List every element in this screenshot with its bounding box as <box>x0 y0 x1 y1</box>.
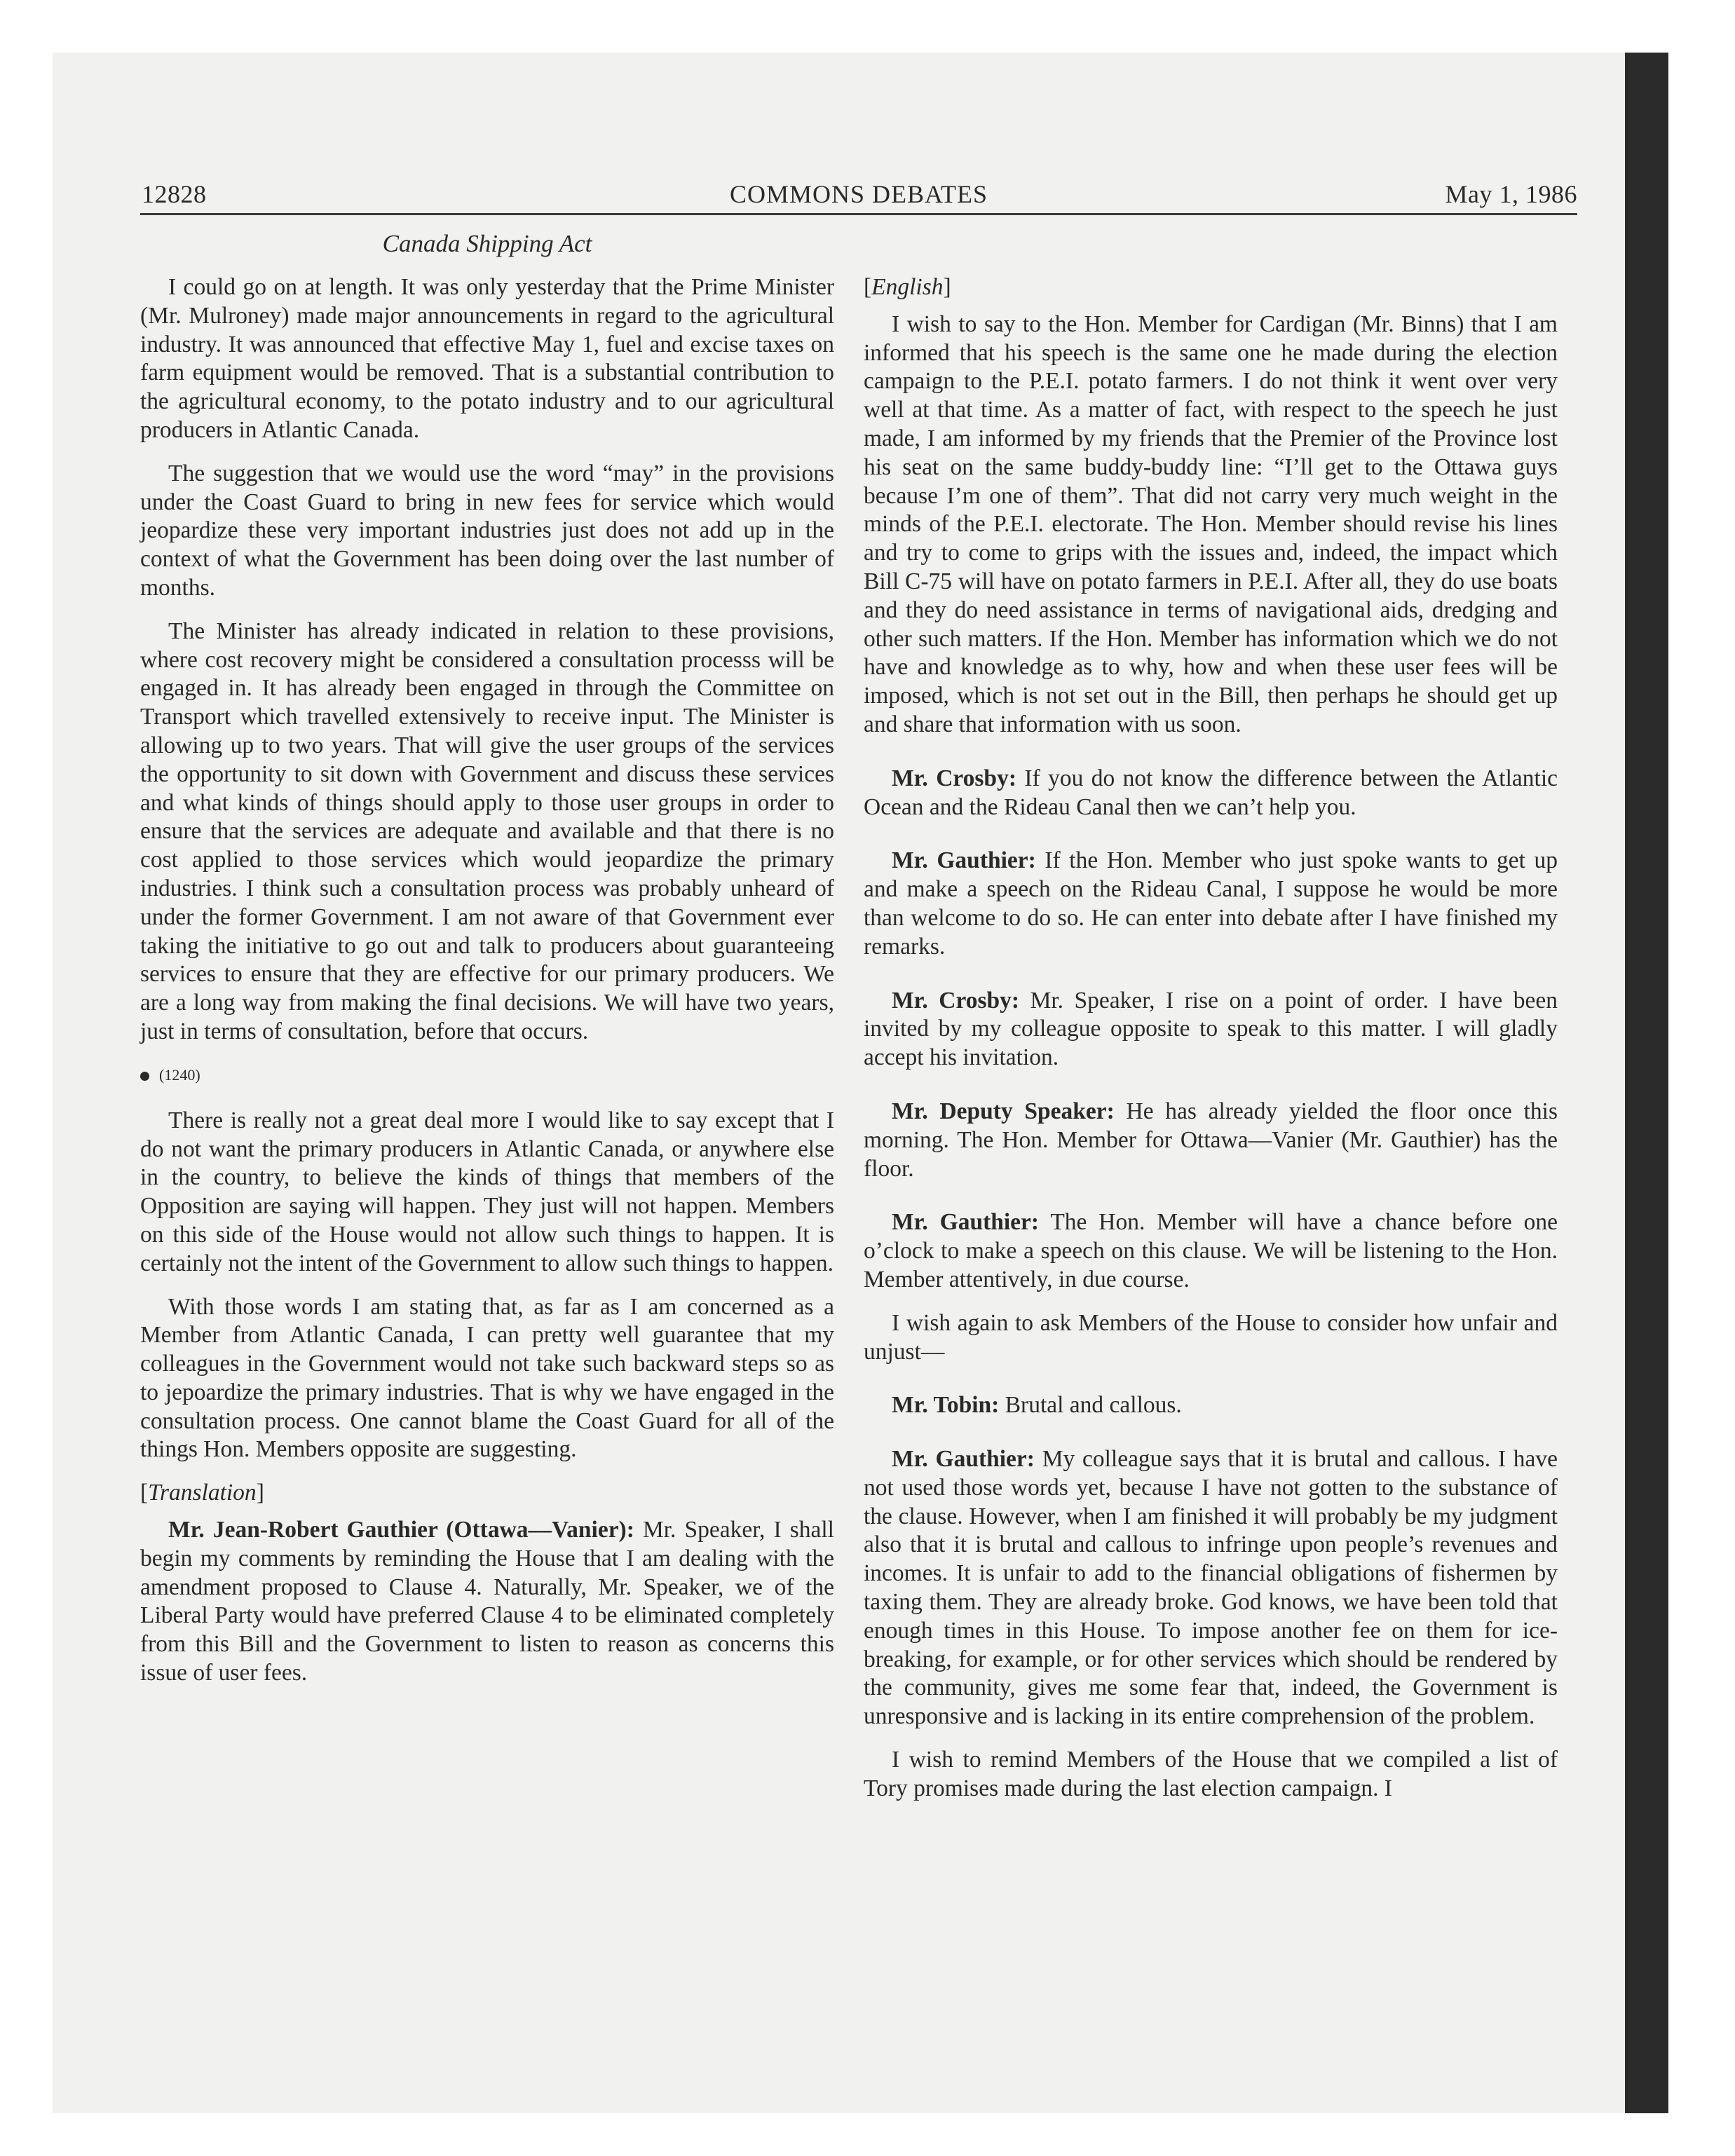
issue-date: May 1, 1986 <box>1445 180 1577 208</box>
speech-paragraph <box>864 987 1558 1072</box>
language-tag-label: English <box>871 274 944 300</box>
language-tag-label: Translation <box>148 1480 257 1506</box>
speech-text: Brutal and callous. <box>999 1392 1182 1419</box>
scan-edge-shadow <box>1625 53 1668 2113</box>
speech-text: The Hon. Member will have a chance before one o’clock to make a speech on this clause. We will be listening to the Hon. Member attentively, in due course. <box>864 1209 1558 1292</box>
page-number: 12828 <box>142 180 207 208</box>
speaker-name: Mr. Deputy Speaker: <box>892 1098 1115 1124</box>
paragraph: I wish to say to the Hon. Member for Cardigan (Mr. Binns) that I am informed that his speech is the same one he made during the election campaign to the P.E.I. potato farmers. I do not think it went over very well at that time. As a matter of fact, with respect to the speech he just made, I am informed by my friends that the Premier of the Province lost his seat on the same buddy-buddy line: “I’ll get to the Ottawa guys because I’m one of them”. That did not carry very much weight in the minds of the P.E.I. electorate. The Hon. Member should revise his lines and try to come to grips with the issues and, indeed, the impact which Bill C-75 will have on potato farmers in P.E.I. After all, they do use boats and they do need assistance in terms of navigational aids, dredging and other such matters. If the Hon. Member has information which we do not have and knowledge as to why, how and when these user fees will be imposed, which is not set out in the Bill, then perhaps he should get up and share that information with us soon. <box>864 311 1558 737</box>
speaker-name: Mr. Crosby: <box>892 765 1016 791</box>
speaker-name: Mr. Gauthier: <box>892 1446 1035 1473</box>
paragraph: With those words I am stating that, as far as I am concerned as a Member from Atlantic Canada, I can pretty well guarantee that my colleagues in the Government would not take such backward steps so as to jepoardize the primary industries. That is why we have engaged in the consultation process. One cannot blame the Coast Guard for all of the things Hon. Members opposite are suggesting. <box>140 1293 834 1463</box>
bullet-icon <box>140 1072 149 1081</box>
speaker-name: Mr. Tobin: <box>892 1392 1000 1419</box>
language-tag: [English] <box>864 274 951 300</box>
publication-title: COMMONS DEBATES <box>729 180 988 208</box>
page-header <box>140 177 1577 215</box>
speaker-name: Mr. Gauthier: <box>892 847 1036 874</box>
speech-text: Mr. Speaker, I shall begin my comments by reminding the House that I am dealing with the amendment proposed to Clause 4. Naturally, Mr. Speaker, we of the Liberal Party would have preferred Clause 4 to be eliminated completely from this Bill and the Government to listen to reason as concerns this issue of user fees. <box>140 1517 834 1686</box>
left-column <box>140 273 834 1703</box>
paragraph: The suggestion that we would use the word “may” in the provisions under the Coast Guard to bring in new fees for service which would jeopardize these very important industries just does not add up in the context of what the Government has been doing over the last number of months. <box>140 460 834 601</box>
paragraph: I wish to remind Members of the House that we compiled a list of Tory promises made during the last election campaign. I <box>864 1747 1558 1801</box>
language-tag: [Translation] <box>140 1480 264 1506</box>
paragraph: The Minister has already indicated in relation to these provisions, where cost recovery might be considered a consultation processs will be engaged in. It has already been engaged in through the Committee on Transport which travelled extensively to receive input. The Minister is allowing up to two years. That will give the user groups of the services the opportunity to sit down with Government and discuss these services and what kinds of things should apply to those user groups in order to ensure that the services are adequate and available and that there is no cost applied to those services which would jeopardize the primary industries. I think such a consultation process was probably unheard of under the former Government. I am not aware of that Government ever taking the initiative to go out and talk to producers about guaranteeing services to ensure that they are effective for our primary producers. We are a long way from making the final decisions. We will have two years, just in terms of consultation, before that occurs. <box>140 618 834 1044</box>
speaker-name: Mr. Crosby: <box>892 987 1020 1014</box>
right-column <box>864 273 1558 1818</box>
speech-paragraph <box>140 1516 834 1688</box>
speech-text: My colleague says that it is brutal and callous. I have not used those words yet, because I have not gotten to the substance of the clause. However, when I am finished it will probably be my judgment also that it is brutal and callous to infringe upon people’s revenues and incomes. It is unfair to add to the financial obligations of fishermen by taxing them. They are already broke. God knows, we have been told that enough times in this House. To impose another fee on them for ice-breaking, for example, or for other services which should be rendered by the community, gives me some fear that, indeed, the Government is unresponsive and is lacking in its entire comprehension of the problem. <box>864 1446 1558 1730</box>
running-head: Canada Shipping Act <box>382 230 592 257</box>
speech-paragraph <box>864 847 1558 961</box>
time-marker-label: (1240) <box>159 1065 200 1084</box>
speech-paragraph <box>864 1391 1558 1420</box>
paragraph: I could go on at length. It was only yesterday that the Prime Minister (Mr. Mulroney) made major announcements in regard to the agricultural industry. It was announced that effective May 1, fuel and excise taxes on farm equipment would be removed. That is a substantial contribution to the agricultural economy, to the potato industry and to our agricultural producers in Atlantic Canada. <box>140 274 834 443</box>
time-marker <box>140 1065 834 1086</box>
speech-paragraph <box>864 1098 1558 1183</box>
speaker-name: Mr. Jean-Robert Gauthier (Ottawa—Vanier): <box>168 1517 634 1543</box>
speech-text: He has already yielded the floor once this morning. The Hon. Member for Ottawa—Vanier (Mr. Gauthier) has the floor. <box>864 1098 1558 1182</box>
speech-text: Mr. Speaker, I rise on a point of order. I have been invited by my colleague opposite to speak to this matter. I will gladly accept his invitation. <box>864 987 1558 1071</box>
paragraph: There is really not a great deal more I would like to say except that I do not want the primary producers in Atlantic Canada, or anywhere else in the country, to believe the kinds of things that members of the Opposition are saying will happen. They just will not happen. Members on this side of the House would not allow such things to happen. It is certainly not the intent of the Government to allow such things to happen. <box>140 1107 834 1276</box>
speech-paragraph <box>864 765 1558 822</box>
speaker-name: Mr. Gauthier: <box>892 1209 1040 1236</box>
paragraph: I wish again to ask Members of the House to consider how unfair and unjust— <box>864 1309 1558 1365</box>
speech-text: If you do not know the difference between the Atlantic Ocean and the Rideau Canal then we can’t help you. <box>864 765 1558 820</box>
speech-paragraph <box>864 1445 1558 1731</box>
speech-text: If the Hon. Member who just spoke wants to get up and make a speech on the Rideau Canal, I suppose he would be more than welcome to do so. He can enter into debate after I have finished my remarks. <box>864 847 1558 960</box>
speech-paragraph <box>864 1208 1558 1294</box>
